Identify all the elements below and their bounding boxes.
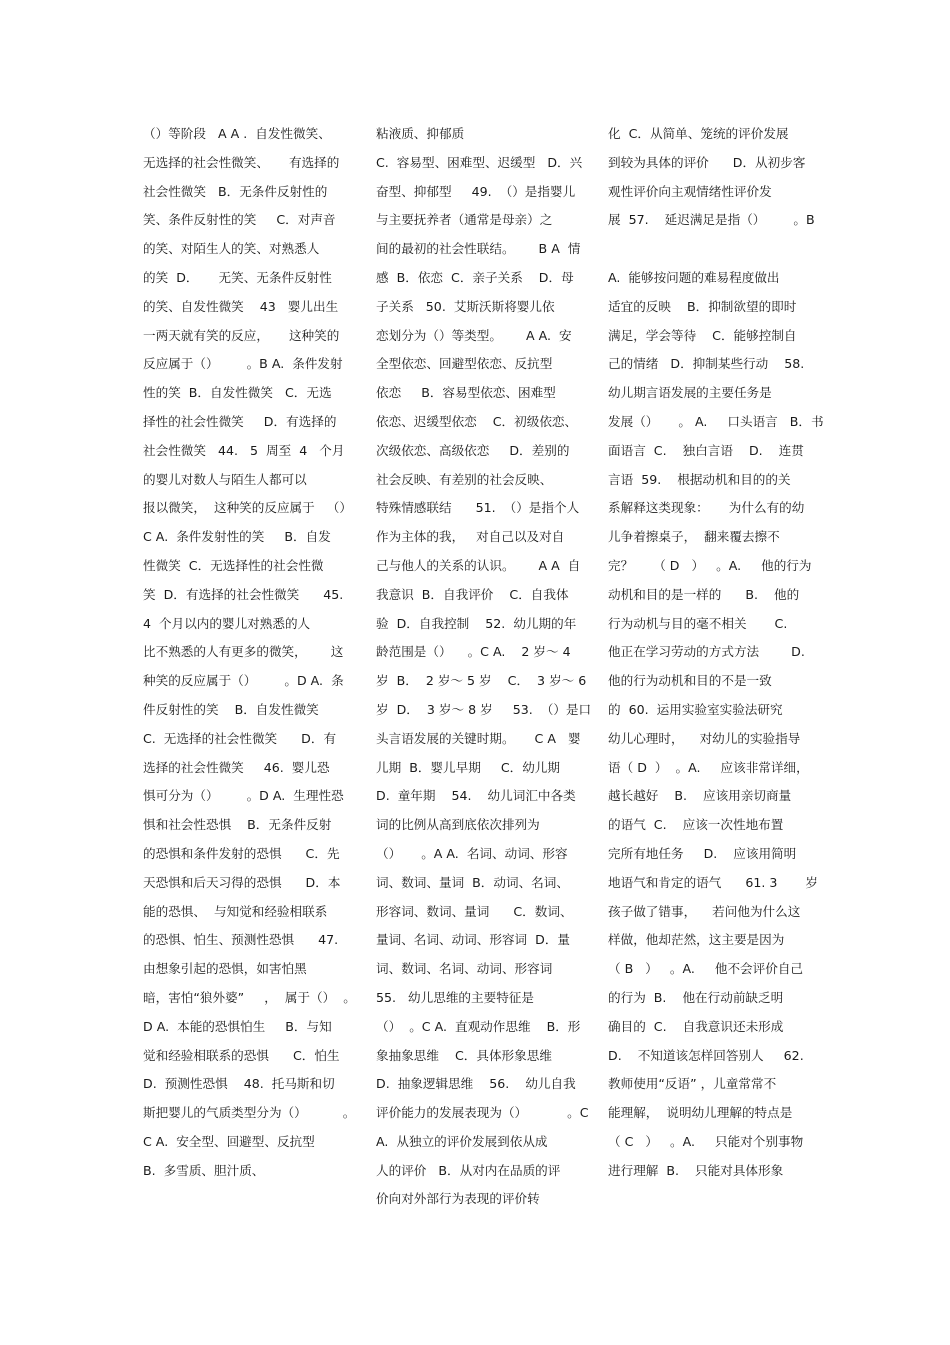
- text-line: 次级依恋、高级依恋 D．差别的: [376, 442, 570, 458]
- text-line: 的笑、自发性微笑 43 婴儿出生: [143, 298, 339, 314]
- text-line: 惧可分为（） 。D A. 生理性恐: [143, 788, 344, 804]
- text-line: 一两天就有笑的反应， 这种笑的: [143, 327, 340, 343]
- text-line: 无选择的社会性微笑、 有选择的: [143, 154, 340, 170]
- text-line: 的恐惧和条件发射的恐惧 C．先: [143, 845, 340, 861]
- text-line: 幼儿期言语发展的主要任务是: [608, 385, 772, 401]
- text-line: 面语言 C. 独白言语 D. 连贯: [608, 442, 804, 458]
- text-line: 确目的 C. 自我意识还未形成: [608, 1018, 784, 1034]
- text-line: 幼儿心理时， 对幼儿的实验指导: [608, 730, 801, 746]
- text-line: 子关系 50. 艾斯沃斯将婴儿依: [376, 298, 555, 314]
- text-line: 全型依恋、回避型依恋、反抗型: [376, 356, 553, 372]
- text-line: 惧和社会性恐惧 B．无条件反射: [143, 817, 332, 833]
- text-line: 的 60. 运用实验室实验法研究: [608, 701, 783, 717]
- text-line: 语（ D ） 。A. 应该非常详细，: [608, 759, 809, 775]
- text-line: C. 容易型、困难型、迟缓型 D．兴: [376, 154, 583, 170]
- text-line: 进行理解 B. 只能对具体形象: [608, 1162, 784, 1178]
- text-line: 觉和经验相联系的恐惧 C．怕生: [143, 1047, 340, 1063]
- text-line: 动机和目的是一样的 B. 他的: [608, 586, 800, 602]
- text-line: 己的情绪 D．抑制某些行动 58.: [608, 356, 805, 372]
- text-line: （） 。A A. 名词、动词、形容: [376, 845, 568, 861]
- text-line: 的行为 B. 他在行动前缺乏明: [608, 989, 784, 1005]
- text-line: 的笑 D． 无笑、无条件反射性: [143, 269, 332, 285]
- text-line: B. 多雪质、胆汁质、: [143, 1162, 265, 1178]
- text-line: 反应属于（） 。B A. 条件发射: [143, 356, 343, 372]
- text-line: 奋型、抑郁型 49. （）是指婴儿: [376, 183, 576, 199]
- text-line: 发展（） 。 A. 口头语言 B．书: [608, 413, 824, 429]
- text-line: 作为主体的我， 对自己以及对自: [376, 529, 565, 545]
- text-column-1: [143, 120, 356, 1185]
- text-line: 他正在学习劳动的方式方法 D.: [608, 644, 805, 660]
- text-line: 我意识 B．自我评价 C．自我体: [376, 586, 569, 602]
- text-line: 验 D．自我控制 52. 幼儿期的年: [376, 615, 577, 631]
- text-line: （） 。C A. 直观动作思维 B．形: [376, 1018, 581, 1034]
- text-line: 岁 B． 2 岁～ 5 岁 C． 3 岁～ 6: [376, 673, 587, 689]
- text-line: 样做，他却茫然，这主要是因为: [608, 932, 785, 948]
- text-line: 选择的社会性微笑 46. 婴儿恐: [143, 759, 330, 775]
- text-line: 的语气 C. 应该一次性地布置: [608, 817, 784, 833]
- text-line: 能的恐惧、 与知觉和经验相联系: [143, 903, 328, 919]
- text-line: 完？ （ D ） 。A. 他的行为: [608, 557, 812, 573]
- text-line: 4 个月以内的婴儿对熟悉的人: [143, 615, 311, 631]
- text-line: 能理解， 说明幼儿理解的特点是: [608, 1105, 793, 1121]
- text-line: 由想象引起的恐惧，如害怕黑: [143, 961, 307, 977]
- text-line: 笑、条件反射性的笑 C．对声音: [143, 212, 336, 228]
- text-line: 55. 幼儿思维的主要特征是: [376, 989, 534, 1005]
- text-line: 儿争着擦桌子， 翻来覆去擦不: [608, 529, 780, 545]
- text-line: C. 无选择的社会性微笑 D．有: [143, 730, 337, 746]
- text-line: D A. 本能的恐惧怕生 B．与知: [143, 1018, 332, 1034]
- text-line: 的恐惧、怕生、预测性恐惧 47.: [143, 932, 339, 948]
- text-line: C A. 安全型、回避型、反抗型: [143, 1133, 315, 1149]
- text-line: 己与他人的关系的认识。 A A 自: [376, 557, 581, 573]
- text-line: 岁 D． 3 岁～ 8 岁 53. （）是口: [376, 701, 592, 717]
- text-line: [608, 235, 818, 264]
- text-line: 词的比例从高到底依次排列为: [376, 817, 540, 833]
- text-line: 斯把婴儿的气质类型分为（） 。: [143, 1105, 356, 1121]
- text-line: 他的行为动机和目的不是一致: [608, 673, 772, 689]
- text-line: 笑 D．有选择的社会性微笑 45.: [143, 586, 344, 602]
- text-line: 社会反映、有差别的社会反映、: [376, 471, 553, 487]
- text-line: C A. 条件发射性的笑 B．自发: [143, 529, 331, 545]
- text-line: 报以微笑， 这种笑的反应属于 （）: [143, 500, 352, 516]
- text-line: 天恐惧和后天习得的恐惧 D．本: [143, 874, 341, 890]
- text-line: 行为动机与目的毫不相关 C.: [608, 615, 788, 631]
- text-line: 形容词、数词、量词 C．数词、: [376, 903, 573, 919]
- text-line: 与主要抚养者（通常是母亲）之: [376, 212, 553, 228]
- text-line: 性微笑 C．无选择性的社会性微: [143, 557, 324, 573]
- text-line: 依恋、迟缓型依恋 C．初级依恋、: [376, 413, 578, 429]
- text-line: （）等阶段 A A . 自发性微笑、: [143, 126, 331, 141]
- text-column-2: [376, 120, 592, 1214]
- text-line: 社会性微笑 B．无条件反射性的: [143, 183, 328, 199]
- text-line: 适宜的反映 B．抑制欲望的即时: [608, 298, 797, 314]
- text-line: 言语 59. 根据动机和目的的关: [608, 471, 791, 487]
- text-line: 系解释这类现象： 为什么有的幼: [608, 500, 805, 516]
- text-line: 词、数词、量词 B．动词、名词、: [376, 874, 569, 890]
- text-line: 儿期 B．婴儿早期 C．幼儿期: [376, 759, 560, 775]
- text-line: 龄范围是（） 。C A. 2 岁～ 4: [376, 644, 571, 660]
- text-line: 价向对外部行为表现的评价转: [376, 1191, 540, 1207]
- text-line: 件反射性的笑 B．自发性微笑: [143, 701, 319, 717]
- text-line: 越长越好 B. 应该用亲切商量: [608, 788, 792, 804]
- text-line: 地语气和肯定的语气 61. 3 岁: [608, 874, 819, 890]
- text-line: 的婴儿对数人与陌生人都可以: [143, 471, 307, 487]
- text-line: 头言语发展的关键时期。 C A 婴: [376, 730, 581, 746]
- text-line: 性的笑 B．自发性微笑 C．无选: [143, 385, 332, 401]
- text-line: 评价能力的发展表现为（） 。C: [376, 1105, 589, 1121]
- text-line: 暗，害怕“狼外婆” ， 属于（） 。: [143, 989, 356, 1005]
- text-line: 化 C．从简单、笼统的评价发展: [608, 126, 789, 141]
- text-line: 择性的社会性微笑 D．有选择的: [143, 413, 337, 429]
- text-line: 词、数词、名词、动词、形容词: [376, 961, 553, 977]
- text-line: 比不熟悉的人有更多的微笑， 这: [143, 644, 344, 660]
- text-line: 到较为具体的评价 D．从初步客: [608, 154, 806, 170]
- text-line: 间的最初的社会性联结。 B A 情: [376, 241, 581, 257]
- text-line: 人的评价 B．从对内在品质的评: [376, 1162, 561, 1178]
- text-column-3: [608, 120, 824, 1185]
- text-line: 的笑、对陌生人的笑、对熟悉人: [143, 241, 320, 257]
- text-line: 完所有地任务 D. 应该用简明: [608, 845, 797, 861]
- text-line: 观性评价向主观情绪性评价发: [608, 183, 772, 199]
- text-line: 象抽象思维 C．具体形象思维: [376, 1047, 552, 1063]
- text-line: 孩子做了错事， 若问他为什么这: [608, 903, 801, 919]
- text-line: D. 童年期 54. 幼儿词汇中各类: [376, 788, 576, 804]
- text-line: 感 B．依恋 C．亲子关系 D．母: [376, 269, 574, 285]
- text-line: （ B ） 。A. 他不会评价自己: [608, 961, 804, 977]
- text-line: 种笑的反应属于（） 。D A. 条: [143, 673, 344, 689]
- text-line: 恋划分为（）等类型。 A A. 安: [376, 327, 572, 343]
- text-line: D. 预测性恐惧 48. 托马斯和切: [143, 1076, 335, 1092]
- text-line: 依恋 B．容易型依恋、困难型: [376, 385, 556, 401]
- text-line: （ C ） 。A. 只能对个别事物: [608, 1133, 804, 1149]
- text-line: 教师使用“反语” ，儿童常常不: [608, 1076, 777, 1092]
- text-line: D. 不知道该怎样回答别人 62.: [608, 1047, 804, 1063]
- text-line: 展 57. 延迟满足是指（） 。B: [608, 212, 815, 228]
- text-line: 量词、名词、动词、形容词 D．量: [376, 932, 571, 948]
- text-line: 特殊情感联结 51. （）是指个人: [376, 500, 580, 516]
- text-line: 满足，学会等待 C．能够控制自: [608, 327, 797, 343]
- text-line: 粘液质、抑郁质: [376, 126, 465, 141]
- text-line: D. 抽象逻辑思维 56. 幼儿自我: [376, 1076, 576, 1092]
- text-line: 社会性微笑 44. 5 周至 4 个月: [143, 442, 345, 458]
- text-line: A. 能够按问题的难易程度做出: [608, 269, 780, 285]
- text-line: A. 从独立的评价发展到依从成: [376, 1133, 548, 1149]
